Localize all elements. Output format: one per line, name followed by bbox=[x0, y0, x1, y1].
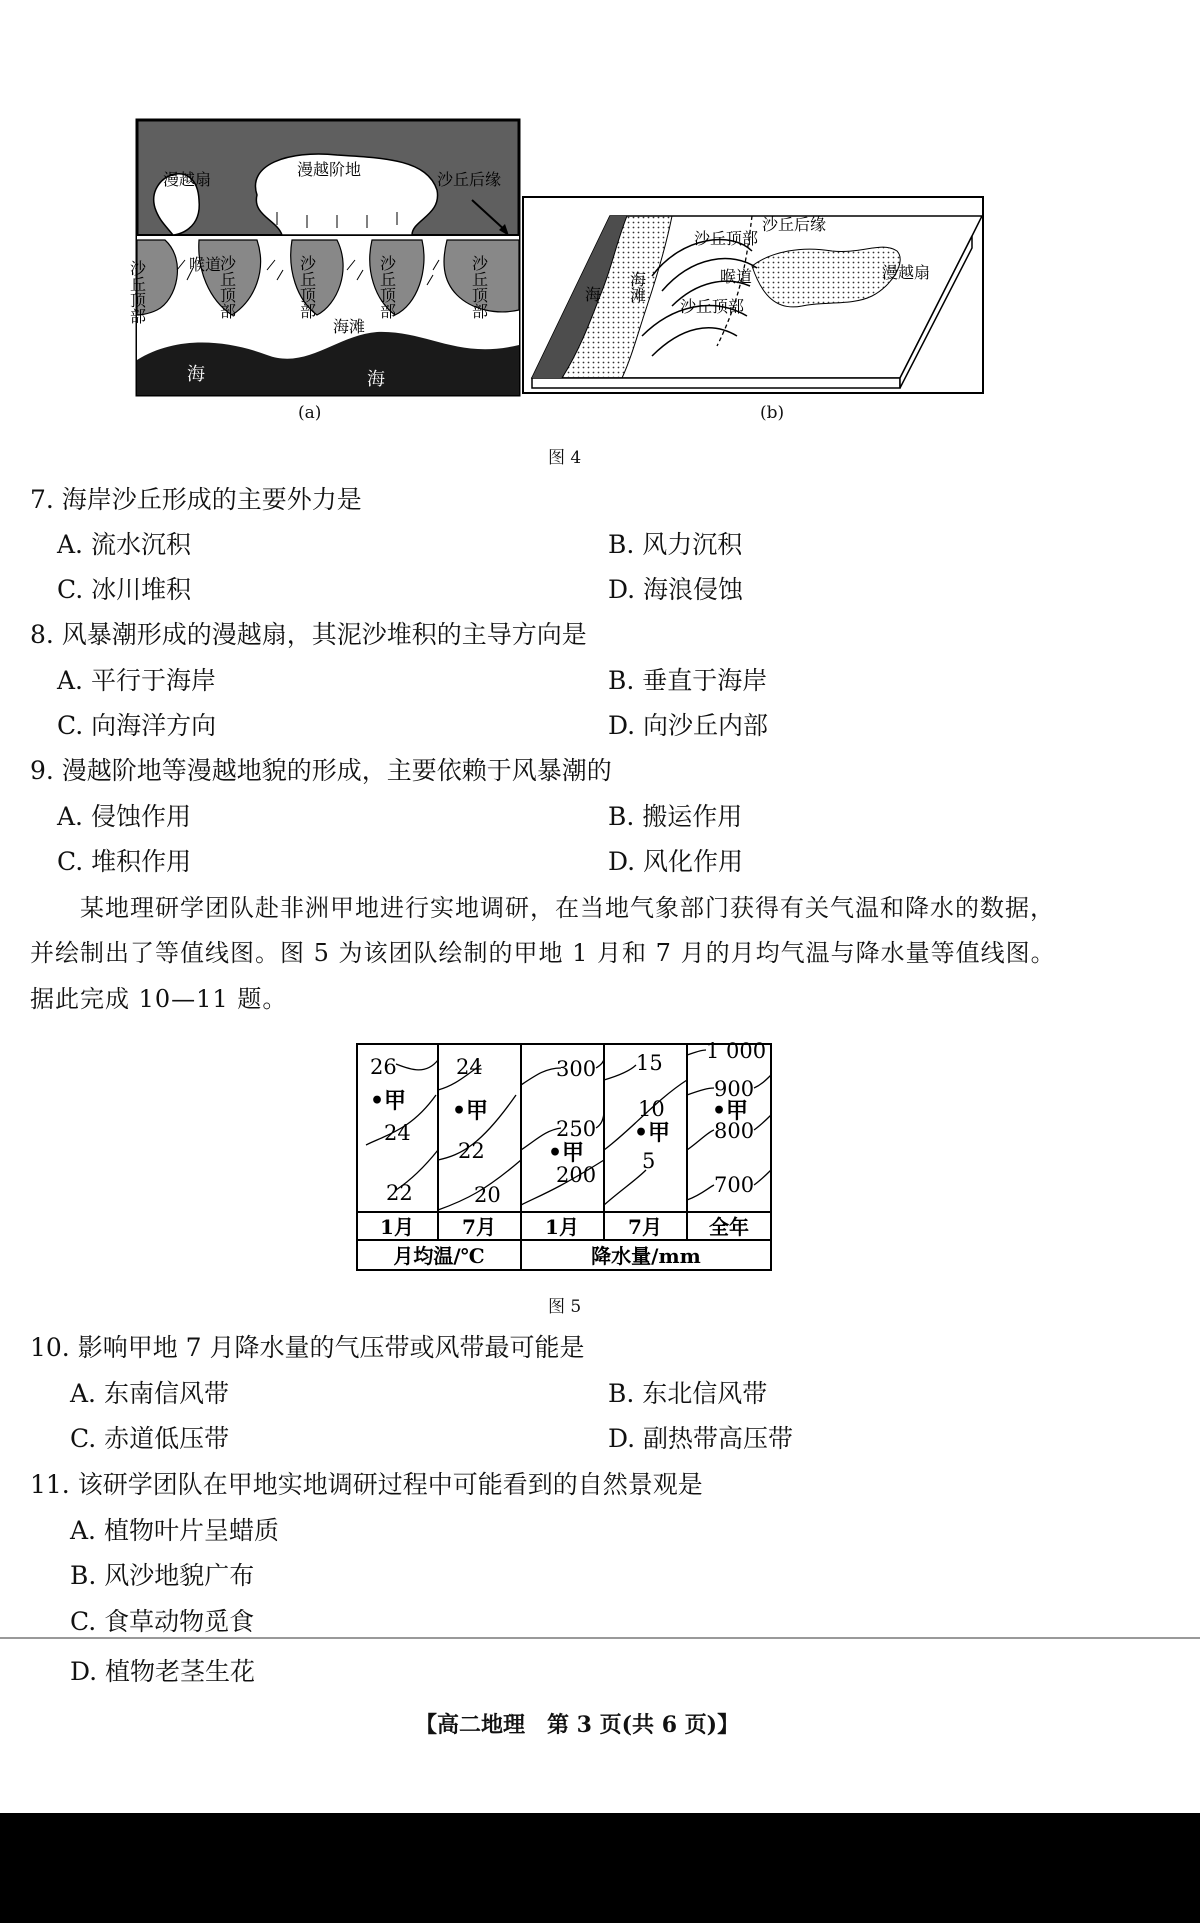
label-b-dune-top-2: 沙丘顶部 bbox=[680, 297, 745, 316]
figure-4b-sublabel: (b) bbox=[760, 403, 785, 423]
question-11-stem: 11. 该研学团队在甲地实地调研过程中可能看到的自然景观是 bbox=[30, 1470, 703, 1499]
question-7-stem: 7. 海岸沙丘形成的主要外力是 bbox=[30, 485, 362, 514]
iso-p5-3: 700 bbox=[714, 1173, 755, 1197]
label-dune-rear: 沙丘后缘 bbox=[437, 170, 502, 189]
label-throat: 喉道 bbox=[189, 255, 222, 274]
figure-4-caption: 图 4 bbox=[548, 448, 582, 468]
iso-p2-1: 22 bbox=[458, 1139, 485, 1163]
place-jia-p2: •甲 bbox=[452, 1098, 489, 1124]
iso-p1-2: 22 bbox=[386, 1181, 413, 1205]
label-dune-top-1: 沙丘顶部 bbox=[127, 260, 147, 324]
iso-p1-0: 26 bbox=[370, 1055, 397, 1079]
iso-p2-0: 24 bbox=[456, 1055, 483, 1079]
label-overwash-fan: 漫越扇 bbox=[163, 170, 212, 189]
group-precip: 降水量/mm bbox=[591, 1244, 701, 1268]
question-9-stem: 9. 漫越阶地等漫越地貌的形成，主要依赖于风暴潮的 bbox=[30, 756, 612, 785]
scan-border bbox=[0, 1813, 1200, 1923]
iso-p5-1: 900 bbox=[714, 1077, 755, 1101]
question-9-option-b: B. 搬运作用 bbox=[608, 802, 743, 831]
group-temp: 月均温/℃ bbox=[393, 1244, 485, 1268]
iso-p5-2: 800 bbox=[714, 1119, 755, 1143]
iso-p4-0: 15 bbox=[636, 1051, 663, 1075]
figure-4a-sublabel: (a) bbox=[298, 403, 322, 423]
question-11-option-a: A. 植物叶片呈蜡质 bbox=[70, 1516, 279, 1545]
place-jia-p1: •甲 bbox=[370, 1088, 407, 1114]
label-dune-top-4: 沙丘顶部 bbox=[377, 255, 397, 319]
page-fold-line bbox=[0, 1637, 1200, 1639]
iso-p1-1: 24 bbox=[384, 1121, 411, 1145]
question-9-option-d: D. 风化作用 bbox=[608, 847, 744, 876]
label-dune-top-2: 沙丘顶部 bbox=[217, 255, 237, 319]
question-11-option-b: B. 风沙地貌广布 bbox=[70, 1561, 255, 1590]
question-10-option-b: B. 东北信风带 bbox=[608, 1379, 768, 1408]
label-b-dune-rear: 沙丘后缘 bbox=[762, 215, 827, 234]
question-8-option-a: A. 平行于海岸 bbox=[57, 666, 216, 695]
place-jia-p3: •甲 bbox=[548, 1140, 585, 1166]
figure-5 bbox=[356, 1040, 774, 1272]
iso-p4-1: 10 bbox=[638, 1097, 665, 1121]
passage-line-1: 某地理研学团队赴非洲甲地进行实地调研，在当地气象部门获得有关气温和降水的数据， bbox=[80, 894, 1055, 922]
label-sea-2: 海 bbox=[367, 369, 385, 390]
question-11-option-c: C. 食草动物觅食 bbox=[70, 1607, 255, 1636]
question-7-option-d: D. 海浪侵蚀 bbox=[608, 575, 744, 604]
iso-p3-2: 200 bbox=[556, 1163, 597, 1187]
label-beach: 海滩 bbox=[333, 317, 366, 336]
question-10-stem: 10. 影响甲地 7 月降水量的气压带或风带最可能是 bbox=[30, 1333, 585, 1362]
question-9-option-a: A. 侵蚀作用 bbox=[57, 802, 191, 831]
figure-4a bbox=[127, 120, 519, 395]
iso-p5-0: 1 000 bbox=[706, 1039, 767, 1063]
question-9-option-c: C. 堆积作用 bbox=[57, 847, 192, 876]
question-8-stem: 8. 风暴潮形成的漫越扇，其泥沙堆积的主导方向是 bbox=[30, 620, 587, 649]
place-jia-p5: •甲 bbox=[712, 1098, 749, 1124]
label-b-overwash-fan: 漫越扇 bbox=[882, 263, 931, 282]
iso-p4-2: 5 bbox=[642, 1149, 656, 1173]
question-11-option-d: D. 植物老茎生花 bbox=[70, 1657, 256, 1686]
page-footer: 【高二地理 第 3 页(共 6 页)】 bbox=[415, 1712, 740, 1738]
question-7-option-a: A. 流水沉积 bbox=[57, 530, 191, 559]
label-dune-top-5: 沙丘顶部 bbox=[469, 255, 489, 319]
month-p1: 1月 bbox=[380, 1215, 414, 1239]
iso-p3-0: 300 bbox=[556, 1057, 597, 1081]
iso-p2-2: 20 bbox=[474, 1183, 501, 1207]
place-jia-p4: •甲 bbox=[634, 1120, 671, 1146]
question-10-option-a: A. 东南信风带 bbox=[70, 1379, 229, 1408]
label-sea-1: 海 bbox=[187, 364, 205, 385]
question-7-option-c: C. 冰川堆积 bbox=[57, 575, 192, 604]
label-dune-top-3: 沙丘顶部 bbox=[297, 255, 317, 319]
passage-line-2: 并绘制出了等值线图。图 5 为该团队绘制的甲地 1 月和 7 月的月均气温与降水量等值线图。 bbox=[30, 939, 1056, 967]
month-p5: 全年 bbox=[709, 1215, 749, 1239]
label-b-sea: 海 bbox=[582, 286, 602, 302]
question-8-option-d: D. 向沙丘内部 bbox=[608, 711, 769, 740]
month-p4: 7月 bbox=[628, 1215, 662, 1239]
month-p3: 1月 bbox=[545, 1215, 579, 1239]
question-10-option-c: C. 赤道低压带 bbox=[70, 1424, 230, 1453]
question-8-option-c: C. 向海洋方向 bbox=[57, 711, 217, 740]
month-p2: 7月 bbox=[462, 1215, 496, 1239]
figure-4b bbox=[522, 196, 984, 396]
question-8-option-b: B. 垂直于海岸 bbox=[608, 666, 768, 695]
iso-p3-1: 250 bbox=[556, 1117, 597, 1141]
label-b-dune-top-1: 沙丘顶部 bbox=[694, 229, 759, 248]
label-overwash-terrace: 漫越阶地 bbox=[297, 160, 362, 179]
question-7-option-b: B. 风力沉积 bbox=[608, 530, 743, 559]
label-b-beach: 海滩 bbox=[627, 271, 647, 303]
figure-5-caption: 图 5 bbox=[548, 1297, 582, 1317]
label-b-throat: 喉道 bbox=[720, 267, 753, 286]
passage-line-3: 据此完成 10—11 题。 bbox=[30, 985, 288, 1013]
question-10-option-d: D. 副热带高压带 bbox=[608, 1424, 794, 1453]
